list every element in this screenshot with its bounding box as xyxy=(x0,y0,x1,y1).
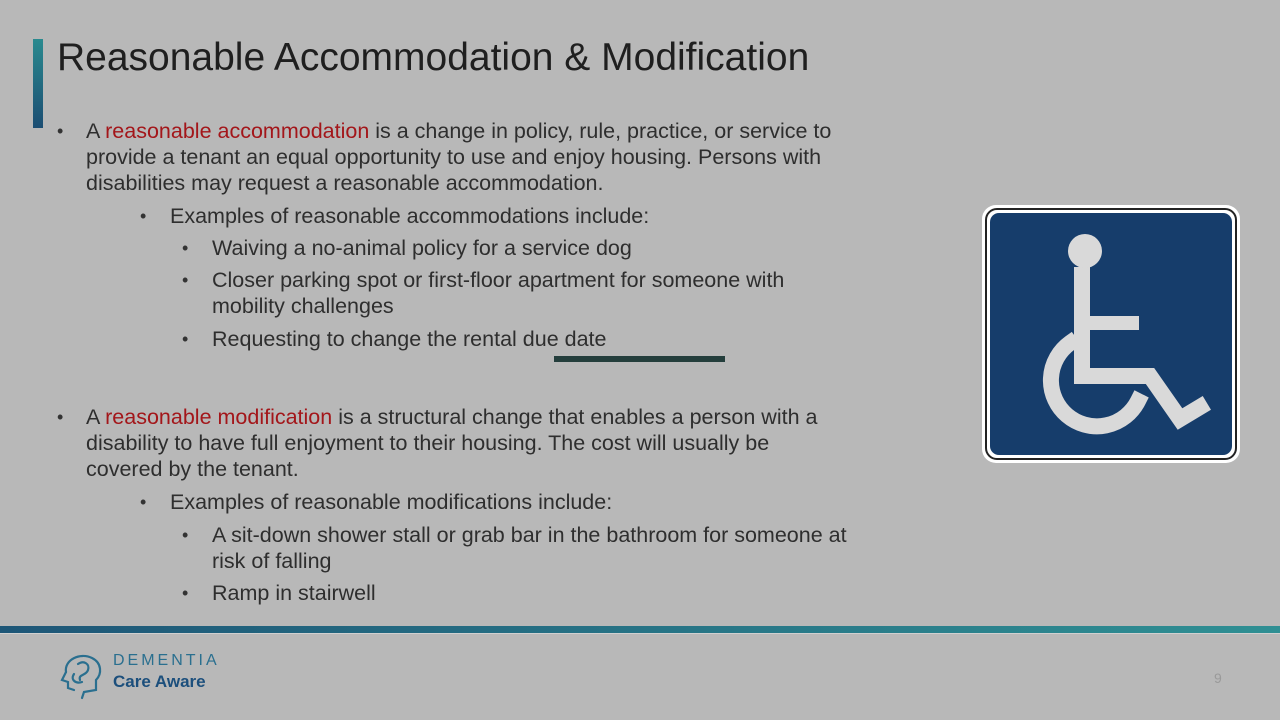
modification-line-1: A reasonable modification is a structural change that enables a person with a xyxy=(86,405,818,429)
bullet-dot: • xyxy=(140,492,147,512)
slide-title: Reasonable Accommodation & Modification xyxy=(57,36,810,79)
accommodation-examples-heading: Examples of reasonable accommodations include: xyxy=(170,204,650,228)
modification-line-3: covered by the tenant. xyxy=(86,457,299,481)
footer-accent-bar xyxy=(0,626,1280,633)
bullet-dot: • xyxy=(57,407,64,427)
page-number: 9 xyxy=(1214,670,1222,686)
bullet-dot: • xyxy=(182,525,189,545)
accommodation-example-item-cont: mobility challenges xyxy=(212,294,394,318)
bullet-dot: • xyxy=(182,583,189,603)
accessibility-sign xyxy=(982,205,1240,463)
annotation-underline xyxy=(554,356,725,362)
accommodation-line-3: disabilities may request a reasonable accommodation. xyxy=(86,171,604,195)
accommodation-example-item: Waiving a no-animal policy for a service dog xyxy=(212,236,632,260)
wheelchair-accessibility-icon xyxy=(990,213,1236,459)
accommodation-term: reasonable accommodation xyxy=(105,119,370,143)
accommodation-example-item: Requesting to change the rental due date xyxy=(212,327,607,351)
bullet-dot: • xyxy=(182,329,189,349)
modification-examples-heading: Examples of reasonable modifications include: xyxy=(170,490,613,514)
logo-text-bottom: Care Aware xyxy=(113,672,206,691)
head-brain-icon xyxy=(58,652,108,700)
modification-example-item-cont: risk of falling xyxy=(212,549,332,573)
bullet-dot: • xyxy=(140,206,147,226)
footer-divider xyxy=(0,633,1280,634)
logo-text-top: DEMENTIA xyxy=(113,652,220,669)
accommodation-example-item: Closer parking spot or first-floor apartment for someone with xyxy=(212,268,785,292)
accommodation-line-1: A reasonable accommodation is a change in policy, rule, practice, or service to xyxy=(86,119,832,143)
bullet-dot: • xyxy=(182,270,189,290)
modification-example-item: Ramp in stairwell xyxy=(212,581,376,605)
modification-line-2: disability to have full enjoyment to their housing. The cost will usually be xyxy=(86,431,770,455)
accommodation-line-2: provide a tenant an equal opportunity to use and enjoy housing. Persons with xyxy=(86,145,822,169)
modification-example-item: A sit-down shower stall or grab bar in the bathroom for someone at xyxy=(212,523,847,547)
bullet-dot: • xyxy=(182,238,189,258)
modification-term: reasonable modification xyxy=(105,405,333,429)
bullet-dot: • xyxy=(57,121,64,141)
title-accent-bar xyxy=(33,39,43,128)
